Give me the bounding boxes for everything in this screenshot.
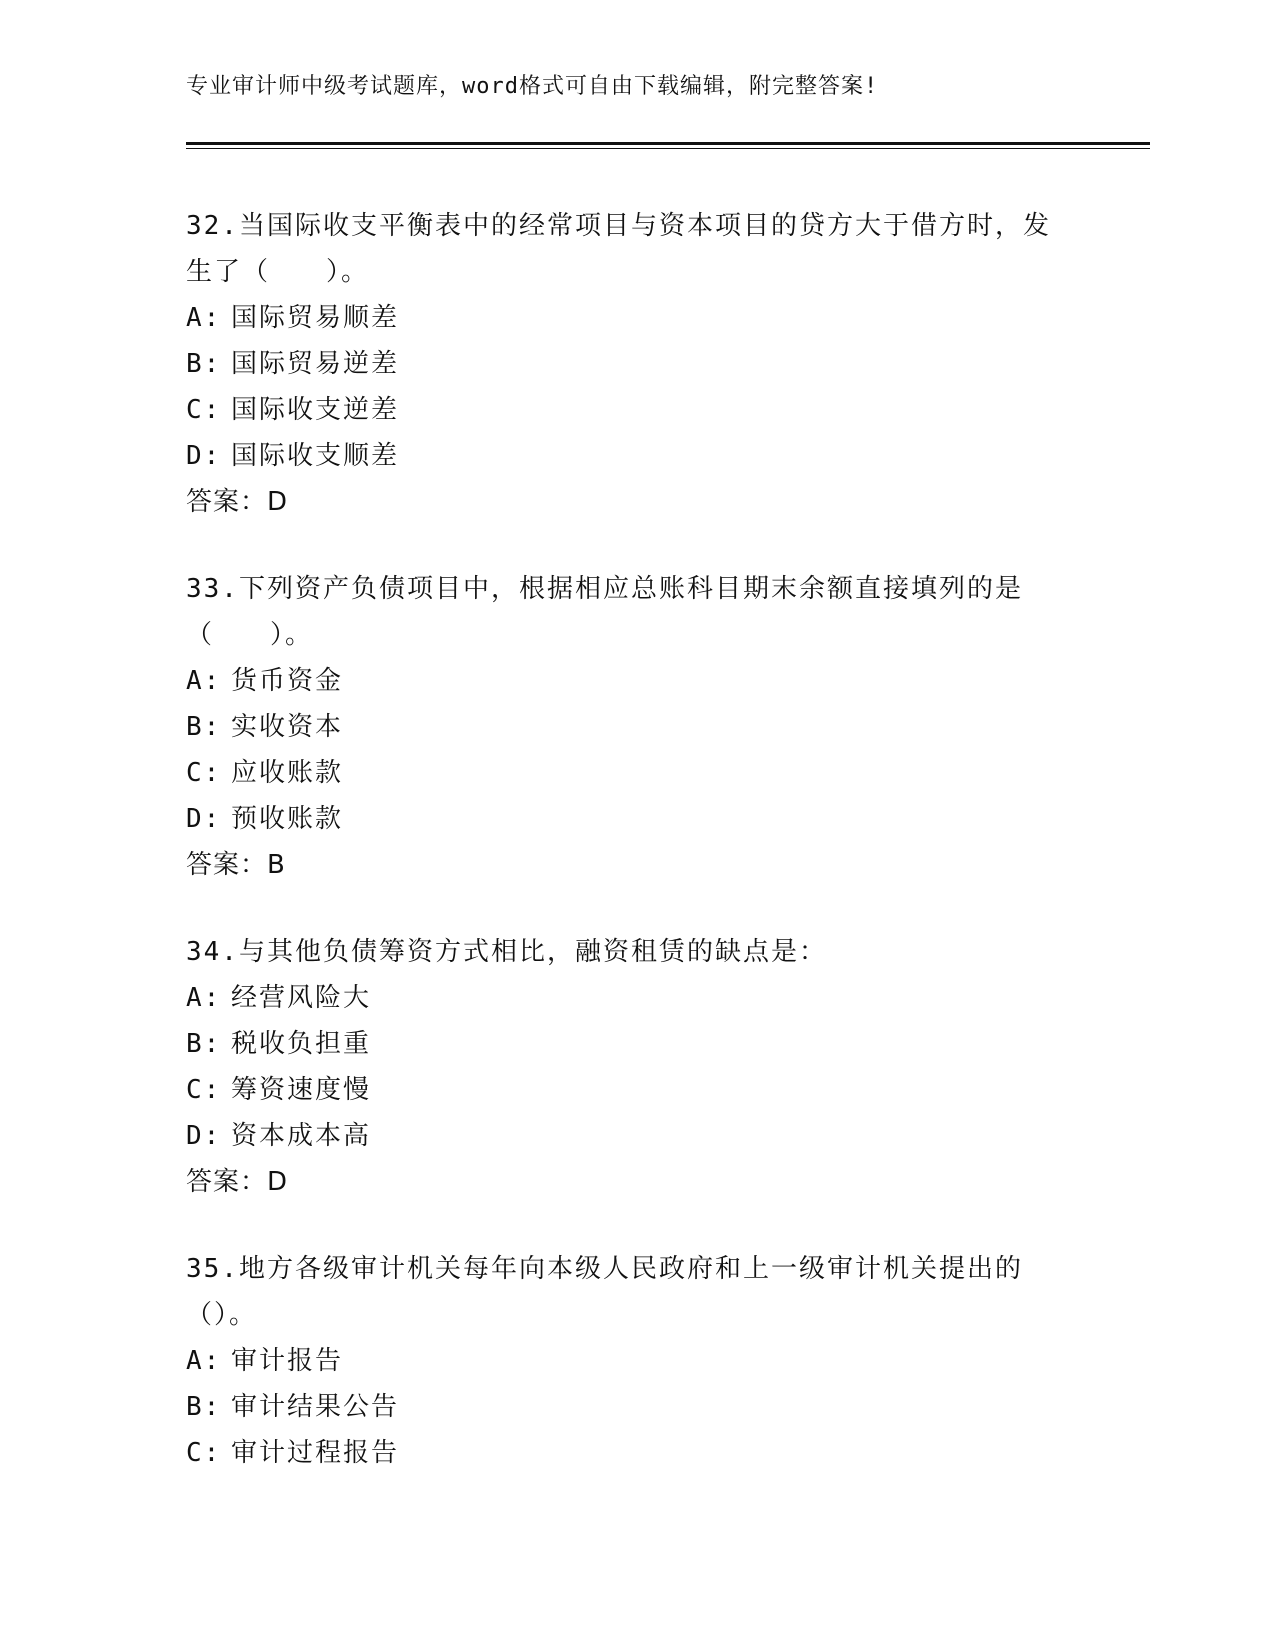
question-34 [186,929,1076,1205]
option-letter: D: [186,441,222,471]
question-32 [186,203,1076,525]
option-text: 国际收支顺差 [231,441,400,471]
option-text: 经营风险大 [231,983,372,1013]
option-c [186,750,1076,796]
option-letter: C: [186,395,222,425]
option-text: 审计过程报告 [231,1438,400,1468]
option-d [186,433,1076,479]
question-stem: 33.下列资产负债项目中，根据相应总账科目期末余额直接填列的是（ ）。 [186,574,1023,650]
question-list [186,203,1076,1517]
option-text: 应收账款 [231,758,344,788]
option-d [186,1113,1076,1159]
option-a [186,658,1076,704]
option-list [186,1338,1076,1476]
option-letter: B: [186,349,222,379]
option-letter: D: [186,1121,222,1151]
option-letter: A: [186,1346,222,1376]
question-stem: 35.地方各级审计机关每年向本级人民政府和上一级审计机关提出的（）。 [186,1254,1023,1330]
option-letter: B: [186,1392,222,1422]
option-letter: C: [186,1438,222,1468]
question-33 [186,566,1076,888]
option-letter: A: [186,666,222,696]
option-a [186,295,1076,341]
option-a [186,975,1076,1021]
option-text: 筹资速度慢 [231,1075,372,1105]
answer-label: 答案：D [186,1167,289,1197]
header-double-rule [186,142,1150,149]
option-letter: B: [186,1029,222,1059]
option-list [186,295,1076,479]
option-a [186,1338,1076,1384]
option-b [186,341,1076,387]
option-text: 国际贸易逆差 [231,349,400,379]
option-text: 货币资金 [231,666,344,696]
option-text: 税收负担重 [231,1029,372,1059]
option-letter: D: [186,804,222,834]
option-letter: B: [186,712,222,742]
option-text: 预收账款 [231,804,344,834]
option-c [186,1067,1076,1113]
option-text: 国际收支逆差 [231,395,400,425]
option-text: 审计报告 [231,1346,344,1376]
option-letter: C: [186,1075,222,1105]
option-b [186,1384,1076,1430]
option-letter: C: [186,758,222,788]
option-c [186,387,1076,433]
option-text: 资本成本高 [231,1121,372,1151]
question-35 [186,1246,1076,1476]
option-c [186,1430,1076,1476]
answer-label: 答案：B [186,850,286,880]
option-text: 审计结果公告 [231,1392,400,1422]
option-list [186,975,1076,1159]
question-stem: 34.与其他负债筹资方式相比，融资租赁的缺点是： [186,937,827,967]
option-text: 实收资本 [231,712,344,742]
option-b [186,1021,1076,1067]
option-letter: A: [186,303,222,333]
answer-label: 答案：D [186,487,289,517]
option-d [186,796,1076,842]
option-b [186,704,1076,750]
option-text: 国际贸易顺差 [231,303,400,333]
option-list [186,658,1076,842]
question-stem: 32.当国际收支平衡表中的经常项目与资本项目的贷方大于借方时，发生了（ ）。 [186,211,1051,287]
document-header: 专业审计师中级考试题库，word格式可自由下载编辑，附完整答案! [186,74,879,99]
option-letter: A: [186,983,222,1013]
